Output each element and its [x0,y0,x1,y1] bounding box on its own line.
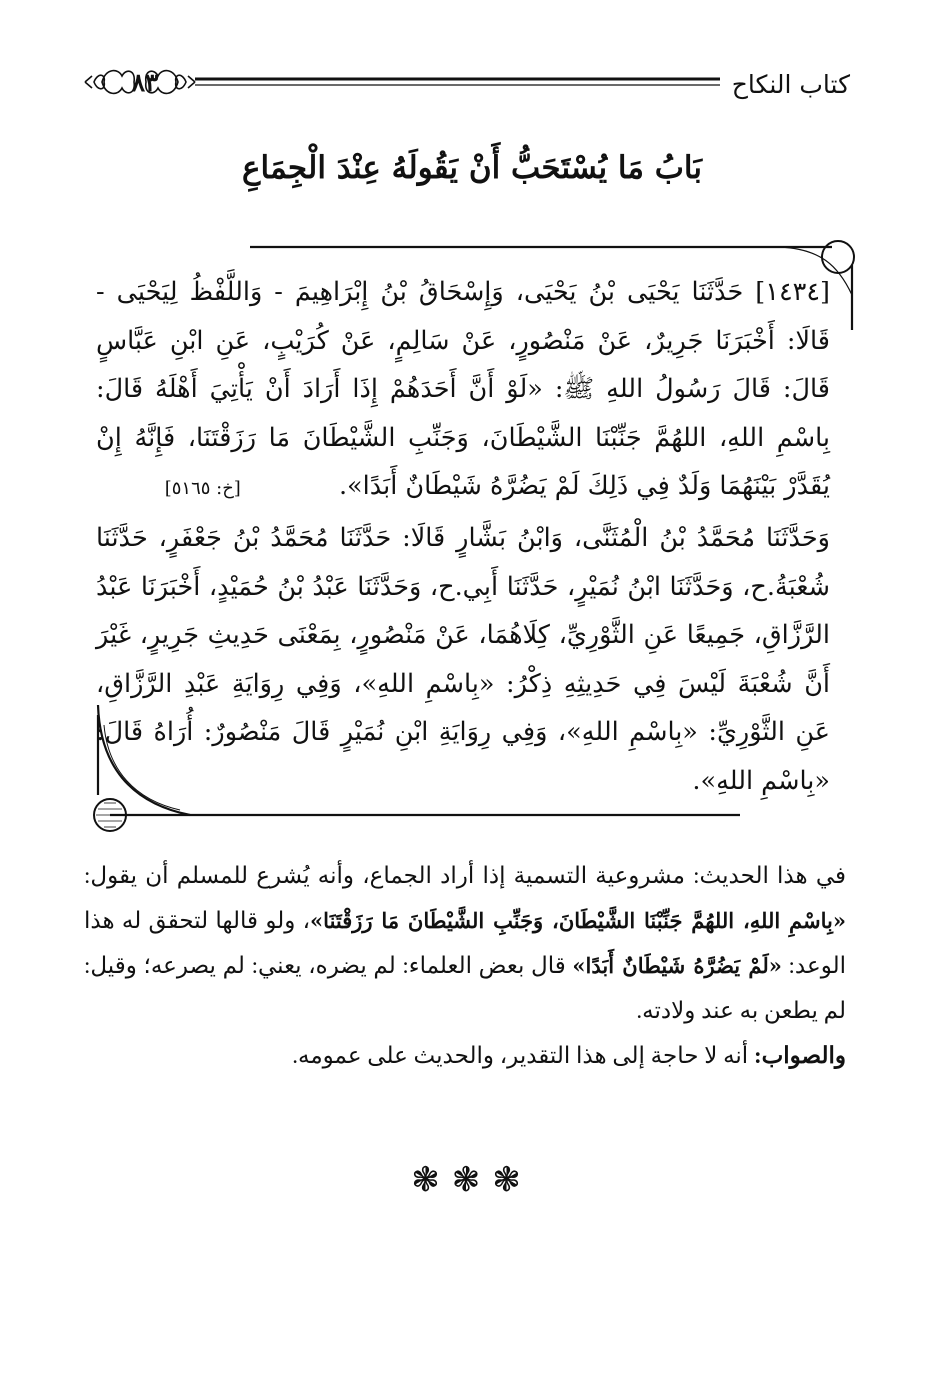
conclusion-label: والصواب: [753,1043,846,1068]
hadith-main-text: [١٤٣٤] حَدَّثَنَا يَحْيَى بْنُ يَحْيَى، وَإِسْحَاقُ بْنُ إِبْرَاهِيمَ - وَاللَّفْظُ لِيَحْيَى - قَالَا: أَخْبَرَنَا جَرِيرٌ، عَنْ مَنْصُورٍ، عَنْ سَالِمٍ، عَنْ كُرَيْبٍ، عَنِ ابْنِ عَبَّاسٍ قَالَ: قَالَ رَسُولُ اللهِ ﷺ: «لَوْ أَنَّ أَحَدَهُمْ إِذَا أَرَادَ أَنْ يَأْتِيَ أَهْلَهُ قَالَ: بِاسْمِ اللهِ، اللهُمَّ جَنِّبْنَا الشَّيْطَانَ، وَجَنِّبِ الشَّيْطَانَ مَا رَزَقْتَنَا، فَإِنَّهُ إِنْ يُقَدَّرْ بَيْنَهُمَا وَلَدٌ فِي ذَلِكَ لَمْ يَضُرَّهُ شَيْطَانٌ أَبَدًا». [96,277,830,502]
commentary-end: قال بعض العلماء: لم يضره، يعني: لم يصرعه؛ وقيل: لم يطعن به عند ولادته. [84,953,846,1023]
book-title: كتاب النكاح [731,70,850,99]
commentary-quote-promise: «لَمْ يَضُرَّهُ شَيْطَانٌ أَبَدًا» [572,953,782,978]
commentary-intro: في هذا الحديث: مشروعية التسمية إذا أراد الجماع، وأنه يُشرع للمسلم أن يقول: [84,863,846,888]
commentary-quote-dua: «بِاسْمِ اللهِ، اللهُمَّ جَنِّبْنَا الشَّيْطَانَ، وَجَنِّبِ الشَّيْطَانَ مَا رَزَقْتَنَا» [310,908,846,933]
hadith-primary-narration [96,268,830,514]
conclusion-text: أنه لا حاجة إلى هذا التقدير، والحديث على عمومه. [292,1043,754,1068]
commentary [84,853,846,1078]
hadith-reference: [خ: ٥١٦٥] [164,478,241,500]
page-number: ٨٣ [131,68,159,97]
hadith-secondary-narrations: وَحَدَّثَنَا مُحَمَّدُ بْنُ الْمُثَنَّى، وَابْنُ بَشَّارٍ قَالَا: حَدَّثَنَا مُحَمَّدُ بْنُ جَعْفَرٍ، حَدَّثَنَا شُعْبَةُ.ح، وَحَدَّثَنَا ابْنُ نُمَيْرٍ، حَدَّثَنَا أَبِي.ح، وَحَدَّثَنَا عَبْدُ بْنُ حُمَيْدٍ، أَخْبَرَنَا عَبْدُ الرَّزَّاقِ، جَمِيعًا عَنِ الثَّوْرِيِّ، كِلَاهُمَا، عَنْ مَنْصُورٍ، بِمَعْنَى حَدِيثِ جَرِيرٍ، غَيْرَ أَنَّ شُعْبَةَ لَيْسَ فِي حَدِيثِهِ ذِكْرُ: «بِاسْمِ اللهِ»، وَفِي رِوَايَةِ عَبْدِ الرَّزَّاقِ، عَنِ الثَّوْرِيِّ: «بِاسْمِ اللهِ»، وَفِي رِوَايَةِ ابْنِ نُمَيْرٍ قَالَ مَنْصُورٌ: أُرَاهُ قَالَ: «بِاسْمِ اللهِ». [96,522,830,796]
section-divider-ornament: ❃❃❃ [411,1160,533,1200]
commentary-conclusion [84,1033,846,1078]
commentary-paragraph [84,853,846,1033]
page-header [0,0,944,130]
hadith-body [96,268,830,806]
commentary-mid: ، ولو قالها لتحقق له هذا الوعد: [84,908,846,978]
chapter-heading: بَابُ مَا يُسْتَحَبُّ أَنْ يَقُولَهُ عِنْدَ الْجِمَاعِ [242,150,702,186]
